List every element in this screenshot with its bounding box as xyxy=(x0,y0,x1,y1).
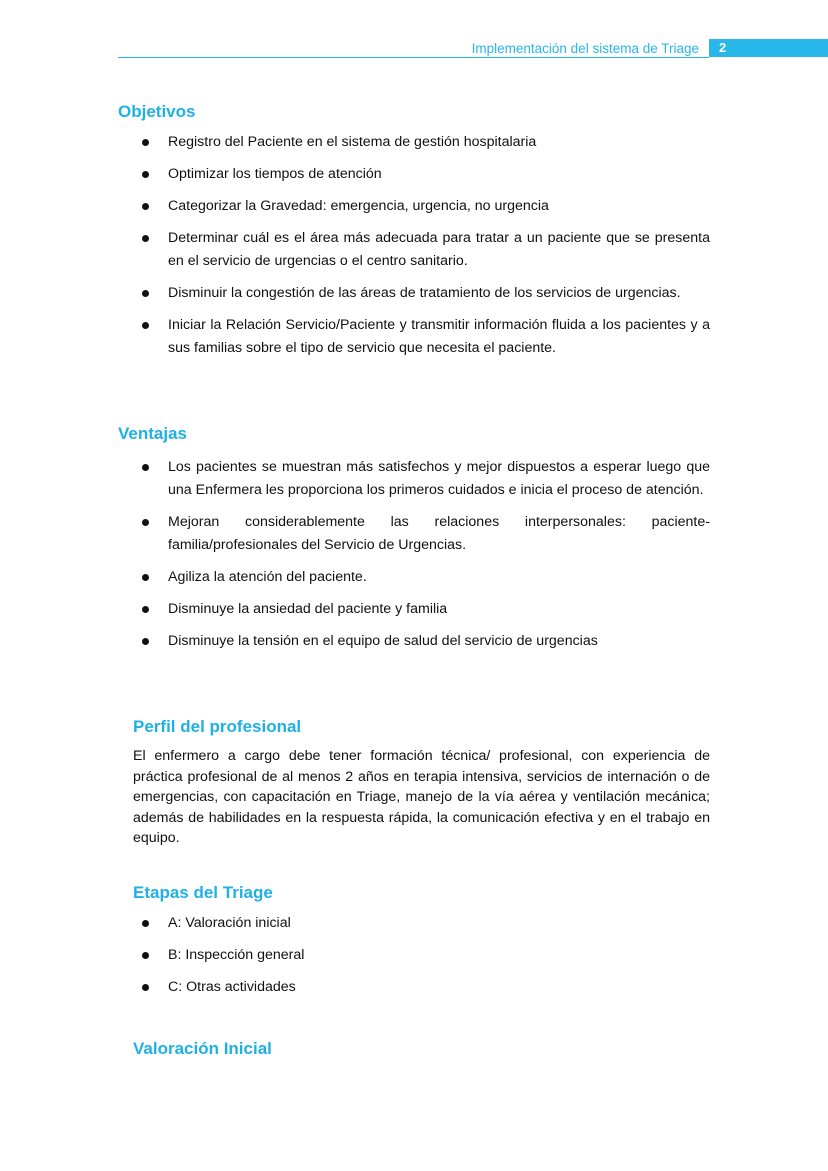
bullet-icon xyxy=(142,638,149,645)
section-title-perfil: Perfil del profesional xyxy=(133,717,302,736)
bullet-icon xyxy=(142,984,149,991)
section-title-valoracion: Valoración Inicial xyxy=(133,1039,272,1058)
bullet-icon xyxy=(142,920,149,927)
bullet-icon xyxy=(142,139,149,146)
list-item-text: Iniciar la Relación Servicio/Paciente y transmitir información fluida a los pacientes y a sus familias sobre el tipo de servicio que necesita el paciente. xyxy=(168,317,710,356)
running-header-title: Implementación del sistema de Triage xyxy=(471,41,699,56)
list-item xyxy=(140,630,710,653)
bullet-icon xyxy=(142,464,149,471)
list-item xyxy=(140,131,710,154)
list-item xyxy=(140,195,710,218)
list-item-text: Disminuye la ansiedad del paciente y familia xyxy=(168,601,448,617)
section-title-ventajas: Ventajas xyxy=(118,424,187,443)
list-item-text: A: Valoración inicial xyxy=(168,915,291,931)
bullet-icon xyxy=(142,235,149,242)
list-item xyxy=(140,282,710,305)
list-item xyxy=(140,511,710,557)
section-title-etapas: Etapas del Triage xyxy=(133,883,273,902)
bullet-icon xyxy=(142,952,149,959)
objetivos-list xyxy=(140,131,710,369)
perfil-paragraph: El enfermero a cargo debe tener formación técnica/ profesional, con experiencia de práctica profesional de al menos 2 años en terapia intensiva, servicios de internación o de emergencias, con capacitación en Triage, manejo de la vía aérea y ventilación mecánica; además de habilidades en la respuesta rápida, la comunicación efectiva y en el trabajo en equipo. xyxy=(133,748,710,846)
header-divider xyxy=(118,57,709,58)
list-item xyxy=(140,598,710,621)
list-item xyxy=(140,456,710,502)
list-item-text: Categorizar la Gravedad: emergencia, urgencia, no urgencia xyxy=(168,198,549,214)
list-item xyxy=(140,944,710,967)
list-item xyxy=(140,227,710,273)
list-item-text: Determinar cuál es el área más adecuada para tratar a un paciente que se presenta en el servicio de urgencias o el centro sanitario. xyxy=(168,230,710,269)
page-number-badge: 2 xyxy=(709,39,828,57)
list-item-text: Los pacientes se muestran más satisfechos y mejor dispuestos a esperar luego que una Enfermera les proporciona los primeros cuidados e inicia el proceso de atención. xyxy=(168,459,710,498)
list-item-text: C: Otras actividades xyxy=(168,979,296,995)
bullet-icon xyxy=(142,574,149,581)
bullet-icon xyxy=(142,519,149,526)
section-title-objetivos: Objetivos xyxy=(118,102,196,121)
bullet-icon xyxy=(142,171,149,178)
list-item-text: Agiliza la atención del paciente. xyxy=(168,569,367,585)
list-item xyxy=(140,566,710,589)
list-item-text: Mejoran considerablemente las relaciones interpersonales: paciente-familia/profesionales del Servicio de Urgencias. xyxy=(168,514,710,553)
page-header xyxy=(0,38,828,60)
list-item xyxy=(140,912,710,935)
list-item-text: Registro del Paciente en el sistema de gestión hospitalaria xyxy=(168,134,537,150)
list-item xyxy=(140,163,710,186)
list-item-text: Optimizar los tiempos de atención xyxy=(168,166,382,182)
list-item xyxy=(140,314,710,360)
etapas-list xyxy=(140,912,710,1008)
bullet-icon xyxy=(142,322,149,329)
list-item-text: Disminuir la congestión de las áreas de tratamiento de los servicios de urgencias. xyxy=(168,285,681,301)
list-item-text: B: Inspección general xyxy=(168,947,305,963)
list-item xyxy=(140,976,710,999)
list-item-text: Disminuye la tensión en el equipo de salud del servicio de urgencias xyxy=(168,633,598,649)
bullet-icon xyxy=(142,203,149,210)
bullet-icon xyxy=(142,606,149,613)
ventajas-list xyxy=(140,456,710,662)
bullet-icon xyxy=(142,290,149,297)
